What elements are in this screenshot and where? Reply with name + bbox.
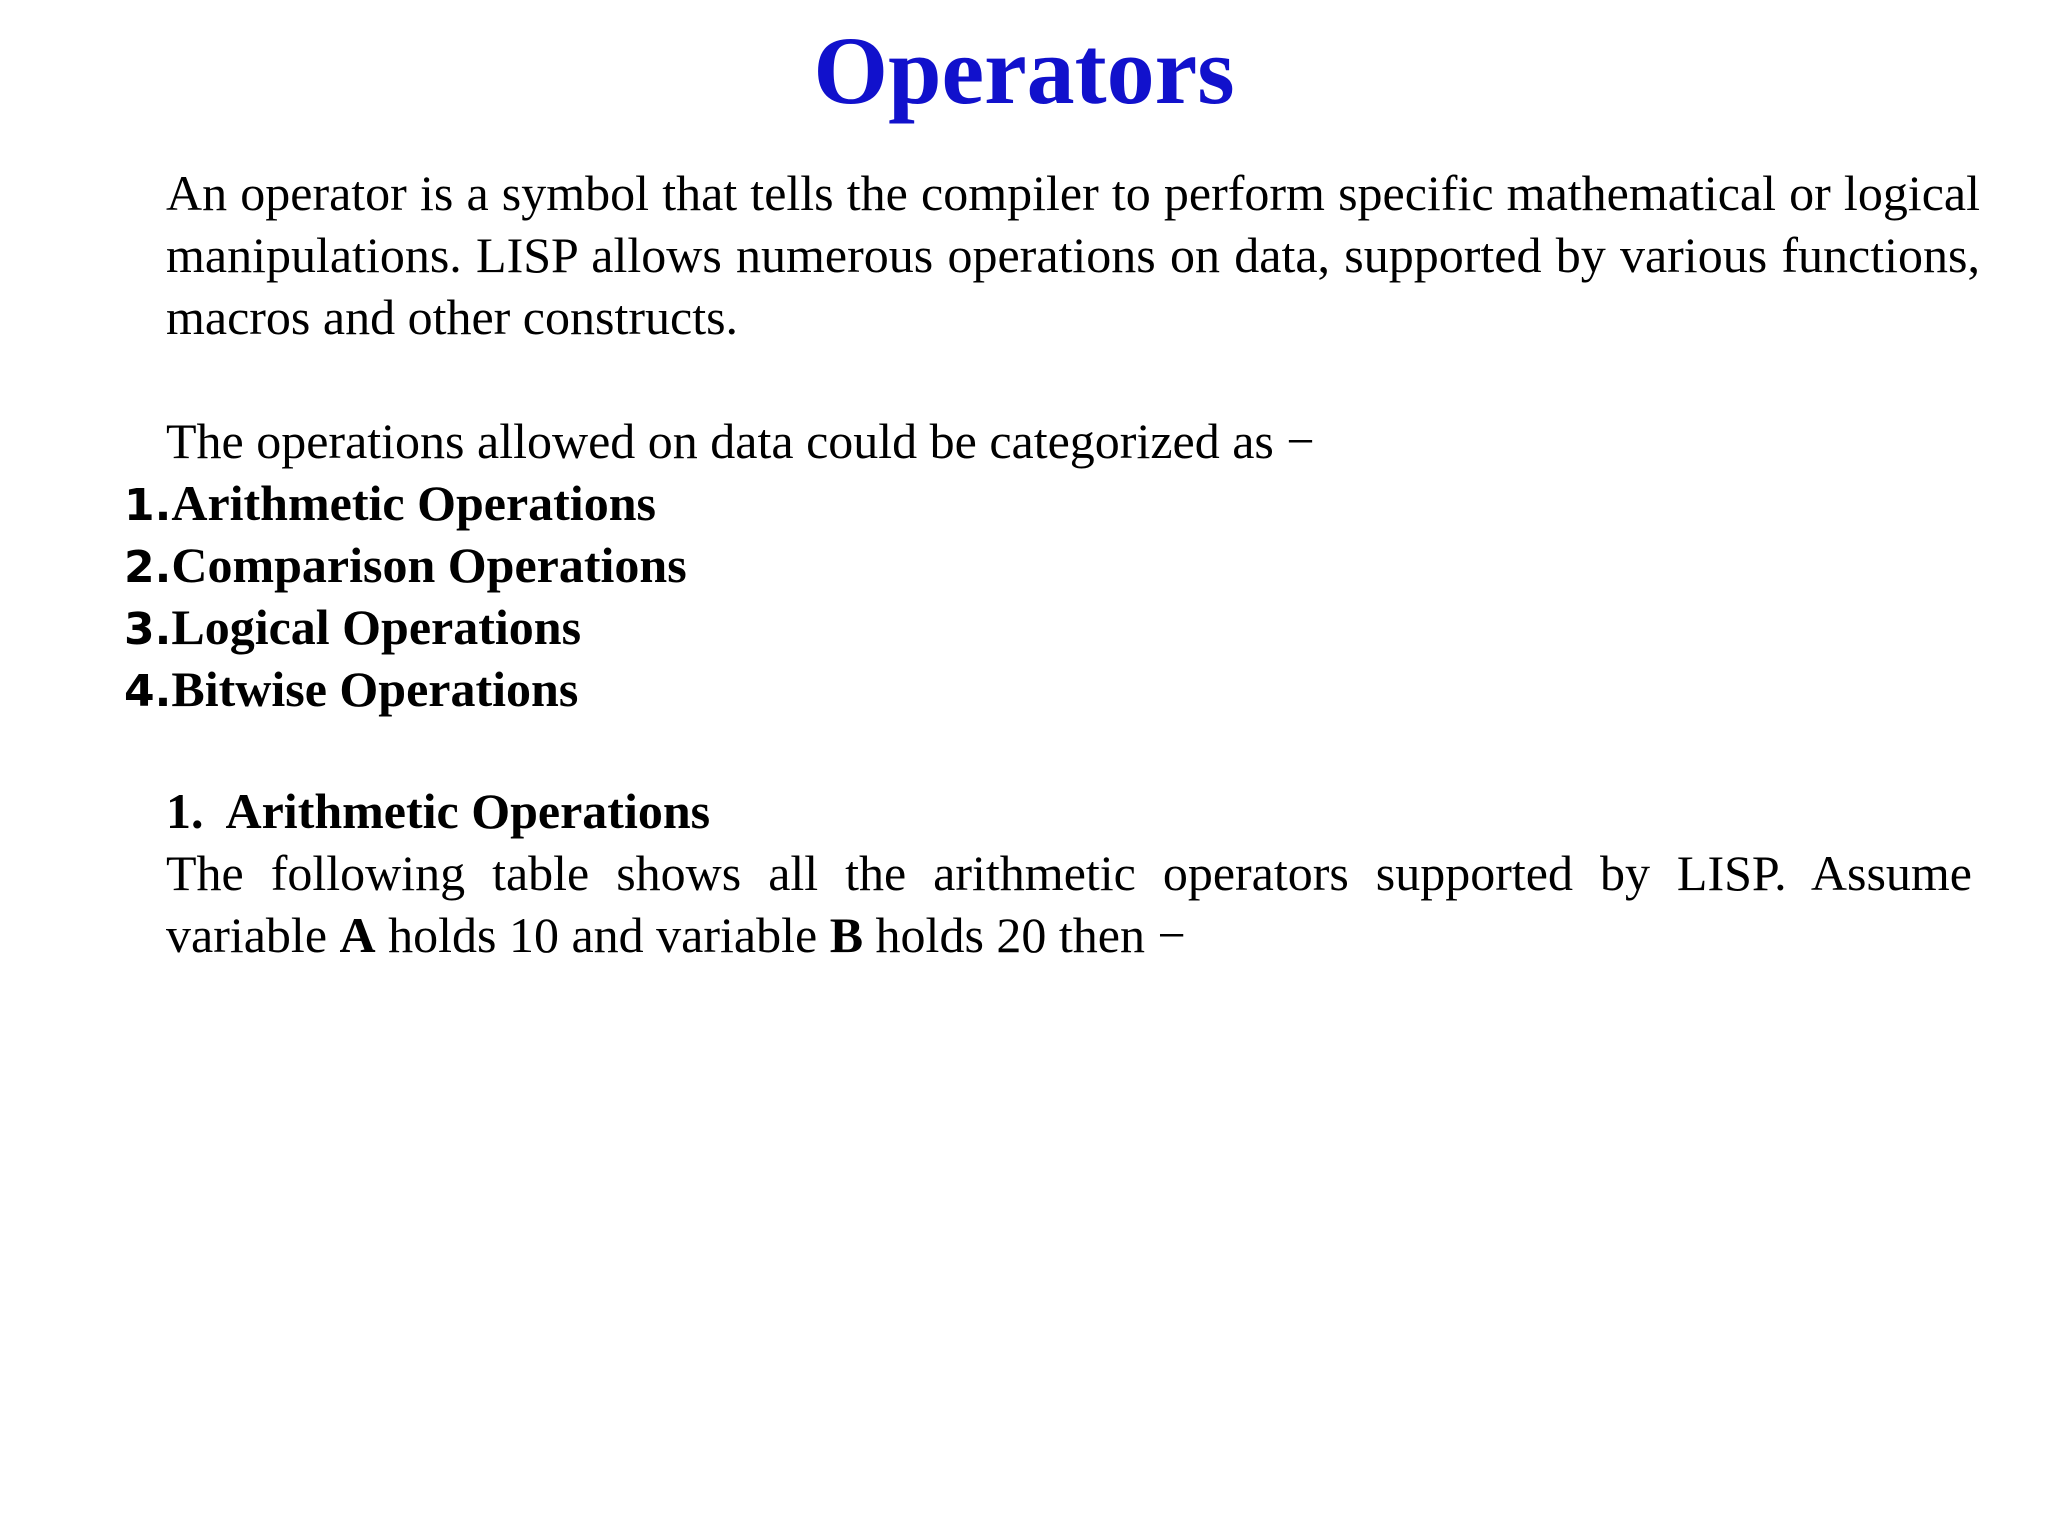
- arithmetic-table-intro: [166, 842, 1972, 966]
- section-heading-arithmetic: [166, 780, 710, 842]
- category-item-arithmetic: [124, 472, 687, 534]
- categories-lead-text: The operations allowed on data could be categorized as −: [166, 413, 1315, 469]
- section-number: 1.: [166, 783, 204, 839]
- category-item-bitwise: [124, 658, 687, 720]
- table-intro-text: holds 10 and variable: [375, 907, 830, 963]
- intro-paragraph: An operator is a symbol that tells the compiler to perform specific mathematical or logical manipulations. LISP allows numerous operations on data, supported by various functions, macros and other constructs.: [166, 165, 1980, 345]
- category-label: Logical Operations: [171, 599, 582, 655]
- category-label: Comparison Operations: [171, 537, 687, 593]
- table-intro-text: holds 20 then −: [863, 907, 1186, 963]
- category-label: Bitwise Operations: [171, 661, 579, 717]
- category-number: 3.: [124, 604, 172, 655]
- table-intro-text: The following table shows all the arithmetic operators supported by LISP. Assume variable: [166, 845, 1972, 963]
- category-number: 2.: [124, 542, 172, 593]
- variable-b: B: [829, 907, 864, 963]
- category-item-comparison: [124, 534, 687, 596]
- category-number: 1.: [124, 480, 172, 531]
- category-item-logical: [124, 596, 687, 658]
- category-label: Arithmetic Operations: [171, 475, 656, 531]
- section-title: Arithmetic Operations: [225, 783, 711, 839]
- category-number: 4.: [124, 666, 172, 717]
- slide-title: Operators: [813, 17, 1235, 124]
- variable-a: A: [339, 907, 376, 963]
- operation-categories-list: [124, 472, 687, 720]
